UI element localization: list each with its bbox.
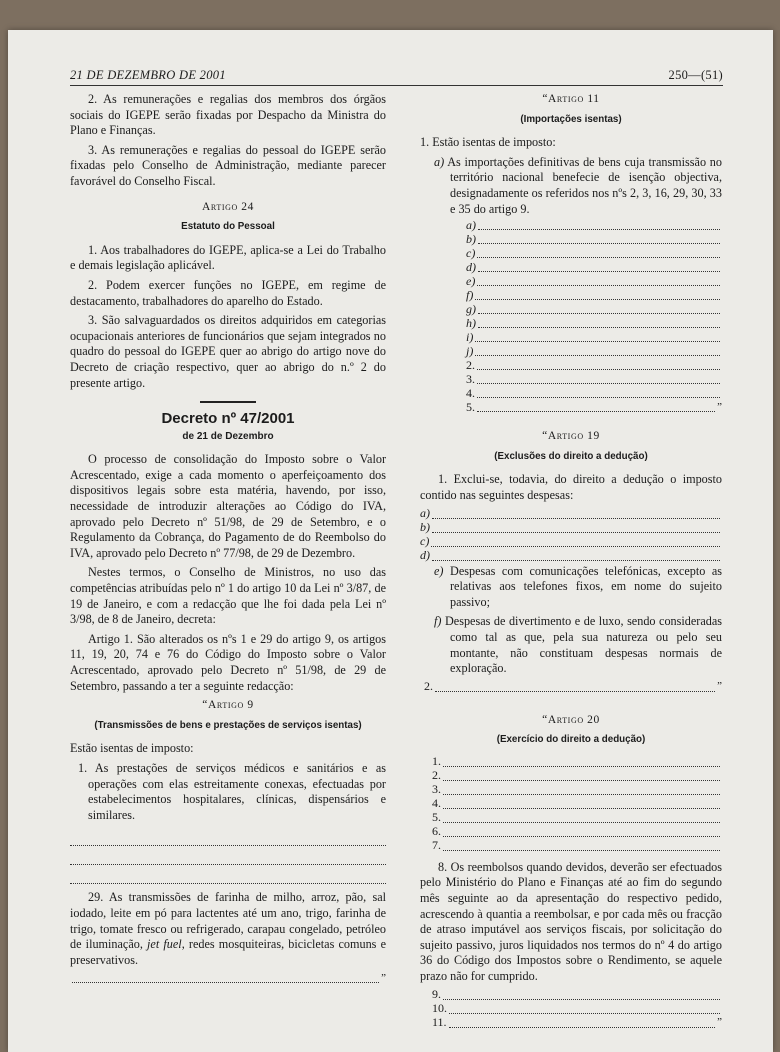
item-label: 2. (432, 768, 441, 783)
elided-line (432, 756, 722, 770)
elided-line (466, 359, 722, 373)
paragraph: 8. Os reembolsos quando devidos, deverão ser efectuados pelo Ministério do Plano e Finanças até ao fim do segundo mês seguinte ao da apresentação do respectivo pedido, acrescendo à quantia a reembolsar, e por cada mês ou fracção de atraso imputável aos serviços fiscais, por solicitação do sujeito passivo, juros liquidados nos termos do nº 4 do artigo 36 do Código dos Impostos sobre o Rendimento, se aquele prazo não for cumprido. (420, 859, 722, 984)
paragraph: 3. As remunerações e regalias do pessoal do IGEPE serão fixadas pelo Conselho de Administração, mediante parecer favorável do Conselho Fiscal. (70, 142, 386, 188)
elided-line (466, 303, 722, 317)
item-label: c) (466, 245, 476, 260)
item-label: 11. (432, 1015, 447, 1030)
elided-line (466, 261, 722, 275)
elided-line (466, 373, 722, 387)
elided-line (432, 784, 722, 798)
paragraph: Estão isentas de imposto: (70, 741, 194, 756)
section-divider (200, 401, 256, 403)
elided-line (466, 331, 722, 345)
elided-text (70, 869, 386, 884)
item-label: c) (420, 533, 430, 548)
item-text-italic: jet fuel (147, 937, 182, 952)
elided-line (466, 219, 722, 233)
item-label: d) (420, 547, 430, 562)
item-label: a) (420, 505, 430, 520)
item-label: e) (434, 563, 444, 578)
elided-line (466, 275, 722, 289)
decree-date: de 21 de Dezembro (182, 430, 274, 442)
item-text: , redes mosquiteiras, bicicletas comuns e preservativos. (70, 937, 386, 967)
item-label: b) (466, 231, 476, 246)
paragraph: Nestes termos, o Conselho de Ministros, no uso das competências atribuídas pelo nº 1 do artigo 10 da Lei nº 3/87, de 19 de Janeiro, e com a redacção que lhe foi dada pela Lei nº 3/98, de 8 de Janeiro, decreta: (70, 565, 386, 627)
item-label: 7. (432, 838, 441, 853)
item-text: 29. As transmissões de farinha de milho, arroz, pão, sal iodado, leite em pó para lactentes até um ano, trigo, farinha de trigo, tomate fresco ou refrigerado, carapau congelado, petróleo de iluminação, (70, 890, 386, 952)
paragraph: 3. São salvaguardados os direitos adquiridos em categorias ocupacionais anteriores de funcionários que sejam integrados no quadro do pessoal do IGEPE quer ao abrigo do artigo nove do Decreto de criação respectivo, quer ao abrigo do n.º 2 do presente artigo. (70, 313, 386, 390)
article-subtitle: Estatuto do Pessoal (181, 221, 275, 233)
item-label: b) (420, 519, 430, 534)
paragraph: 1. Exclui-se, todavia, do direito a dedução o imposto contido nas seguintes despesas: (420, 472, 722, 502)
item-label: h) (466, 315, 476, 330)
closing-quote: ” (717, 400, 722, 413)
closing-quote: ” (717, 1016, 722, 1029)
item-label: i) (466, 329, 474, 344)
paragraph: 2. As remunerações e regalias dos membros dos órgãos sociais do IGEPE serão fixadas por Despacho da Ministra do Plano e Finanças. (70, 92, 386, 138)
item-label: 5. (432, 810, 441, 825)
paragraph: 1. Aos trabalhadores do IGEPE, aplica-se a Lei do Trabalho e demais legislação aplicável. (70, 242, 386, 273)
elided-line (466, 247, 722, 261)
article-subtitle: (Exercício do direito a dedução) (496, 734, 646, 746)
article-subtitle: (Importações isentas) (520, 113, 622, 125)
elided-line (432, 812, 722, 826)
paragraph: Artigo 1. São alterados os nºs 1 e 29 do artigo 9, os artigos 11, 19, 20, 74 e 76 do Código do Imposto sobre o Valor Acrescentado, aprovado pelo Decreto nº 51/98, de 29 de Setembro, passando a ter a seguinte redacção: (70, 631, 386, 693)
elided-line (466, 345, 722, 359)
elided-line (432, 770, 722, 784)
elided-item-list (420, 219, 722, 415)
elided-line (432, 989, 722, 1003)
list-item (420, 614, 722, 676)
item-label: d) (466, 259, 476, 274)
item-text: Despesas com comunicações telefónicas, excepto as relativas aos telefones fixos, em nome do sujeito passivo; (443, 563, 722, 609)
item-label: 2. (466, 357, 475, 372)
item-label: f) (466, 287, 474, 302)
item-text: Despesas de divertimento e de luxo, sendo consideradas como tal as que, pela sua natureza ou pelo seu montante, não constituam despesas normais de exploração. (441, 614, 722, 676)
list-item (420, 155, 722, 217)
elided-line: 2. ” (424, 679, 722, 694)
item-label: 10. (432, 1001, 447, 1016)
left-column (70, 92, 386, 986)
item-label: 4. (466, 385, 475, 400)
elided-line (420, 519, 722, 536)
elided-line (432, 826, 722, 840)
item-label: g) (466, 301, 476, 316)
article-heading: “Artigo 9 (202, 699, 254, 712)
item-label: j) (466, 343, 474, 358)
item-label: a) (434, 154, 445, 169)
paragraph: 2. Podem exercer funções no IGEPE, em regime de destacamento, trabalhadores do aparelho do Estado. (70, 277, 386, 308)
elided-item-list (420, 505, 722, 564)
item-text: As importações definitivas de bens cuja transmissão no território nacional benefecie de isenção objectiva, designadamente os referidos nos nºs 2, 3, 16, 29, 30, 33 e 35 do artigo 9. (444, 154, 722, 216)
article-heading: “Artigo 19 (542, 430, 600, 443)
item-label: 5. (466, 399, 475, 414)
elided-line (420, 533, 722, 550)
article-heading: “Artigo 20 (542, 713, 600, 726)
paragraph: O processo de consolidação do Imposto sobre o Valor Acrescentado, exige a cada momento o aperfeiçoamento dos dispositivos legais sobre esta matéria, havendo, por isso, necessidade de introduzir alterações ao Código do IVA, aprovado pelo Decreto nº 51/98, de 29 de Setembro, e o Regulamento da Cobrança, do Pagamento de do Reembolso do IVA, aprovado pelo Decreto nº 77/98, de 29 de Dezembro. (70, 452, 386, 560)
article-subtitle: (Exclusões do direito a dedução) (494, 450, 648, 462)
elided-line (466, 387, 722, 401)
page-number: 250—(51) (668, 68, 723, 82)
elided-item-list (420, 756, 722, 854)
right-column (420, 92, 722, 1031)
item-label: 6. (432, 824, 441, 839)
item-label: 3. (432, 782, 441, 797)
elided-line (466, 233, 722, 247)
item-label: a) (466, 217, 476, 232)
list-item (420, 564, 722, 611)
paragraph: 1. Estão isentas de imposto: (420, 135, 556, 150)
list-item (70, 890, 386, 968)
article-heading: “Artigo 11 (542, 93, 600, 105)
header-date: 21 DE DEZEMBRO DE 2001 (70, 68, 226, 82)
item-label: 3. (466, 371, 475, 386)
article-subtitle: (Transmissões de bens e prestações de serviços isentas) (94, 719, 362, 731)
item-label: 1. (432, 754, 441, 769)
elided-line (420, 505, 722, 522)
item-label: f) (434, 614, 442, 629)
elided-text (70, 831, 386, 846)
elided-line (432, 840, 722, 854)
item-label: 4. (432, 796, 441, 811)
elided-line (432, 798, 722, 812)
elided-line (432, 1003, 722, 1017)
article-heading: Artigo 24 (201, 200, 255, 213)
page-header (70, 68, 723, 86)
elided-line: ” (70, 972, 386, 986)
elided-line (420, 547, 722, 564)
item-label: 9. (432, 987, 441, 1002)
elided-line (466, 317, 722, 331)
elided-item-list (420, 989, 722, 1031)
elided-line (432, 1017, 722, 1031)
decree-title: Decreto nº 47/2001 (161, 410, 295, 428)
item-label: e) (466, 273, 476, 288)
list-item: 1. As prestações de serviços médicos e sanitários e as operações com elas estreitamente conexas, efectuadas por estabelecimentos hospitalares, clínicas, dispensários e similares. (78, 760, 386, 822)
elided-line (466, 289, 722, 303)
elided-text (70, 850, 386, 865)
elided-line (466, 401, 722, 415)
